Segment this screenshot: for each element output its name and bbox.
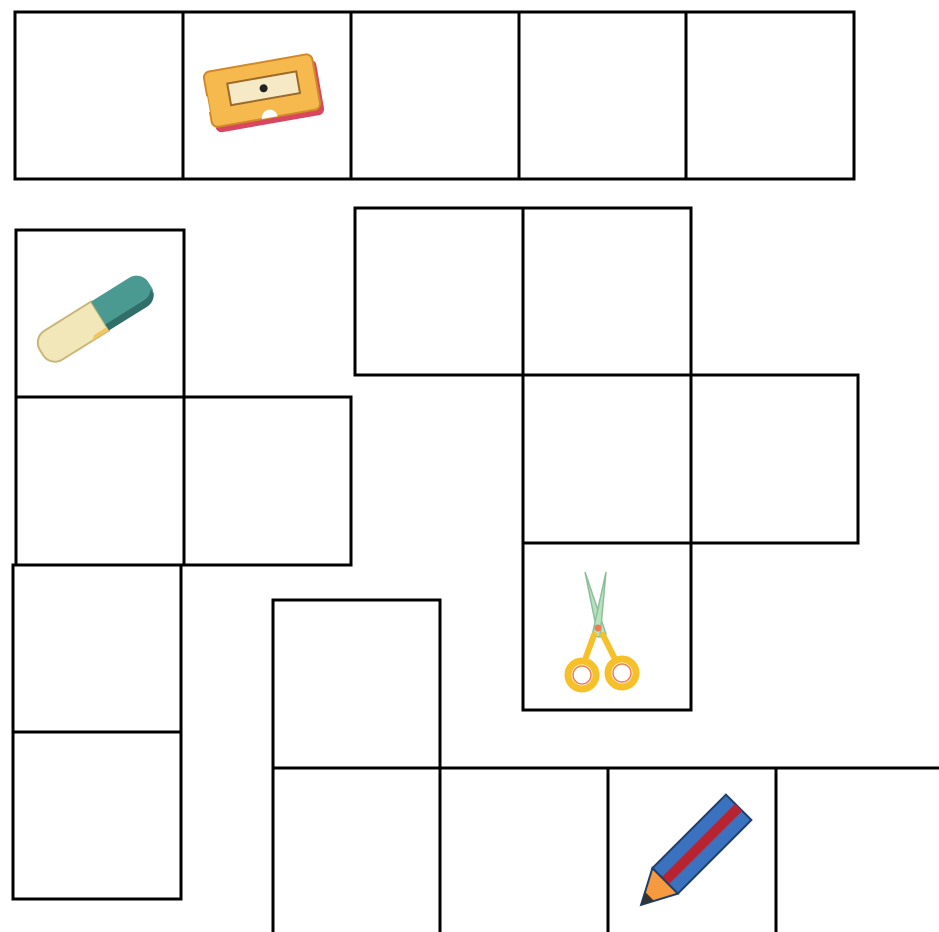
cell-bottom-1	[273, 768, 440, 932]
cell-left-mid-1	[16, 397, 184, 565]
cell-bottom-4	[776, 768, 939, 932]
cell-center-2	[523, 208, 691, 375]
grid-cells	[13, 12, 939, 932]
cell-bottom-top	[273, 600, 440, 768]
cell-top-4	[519, 12, 686, 179]
cell-lower-left-1	[13, 565, 181, 732]
cell-center-1	[355, 208, 523, 375]
cell-top-3	[351, 12, 519, 179]
cell-top-5	[686, 12, 854, 179]
cell-center-4	[691, 375, 858, 543]
cell-lower-left-2	[13, 732, 181, 899]
cell-left-mid-2	[184, 397, 351, 565]
cell-scissors	[523, 543, 691, 710]
cell-center-3	[523, 375, 691, 543]
cell-bottom-2	[440, 768, 608, 932]
cell-top-1	[15, 12, 183, 179]
